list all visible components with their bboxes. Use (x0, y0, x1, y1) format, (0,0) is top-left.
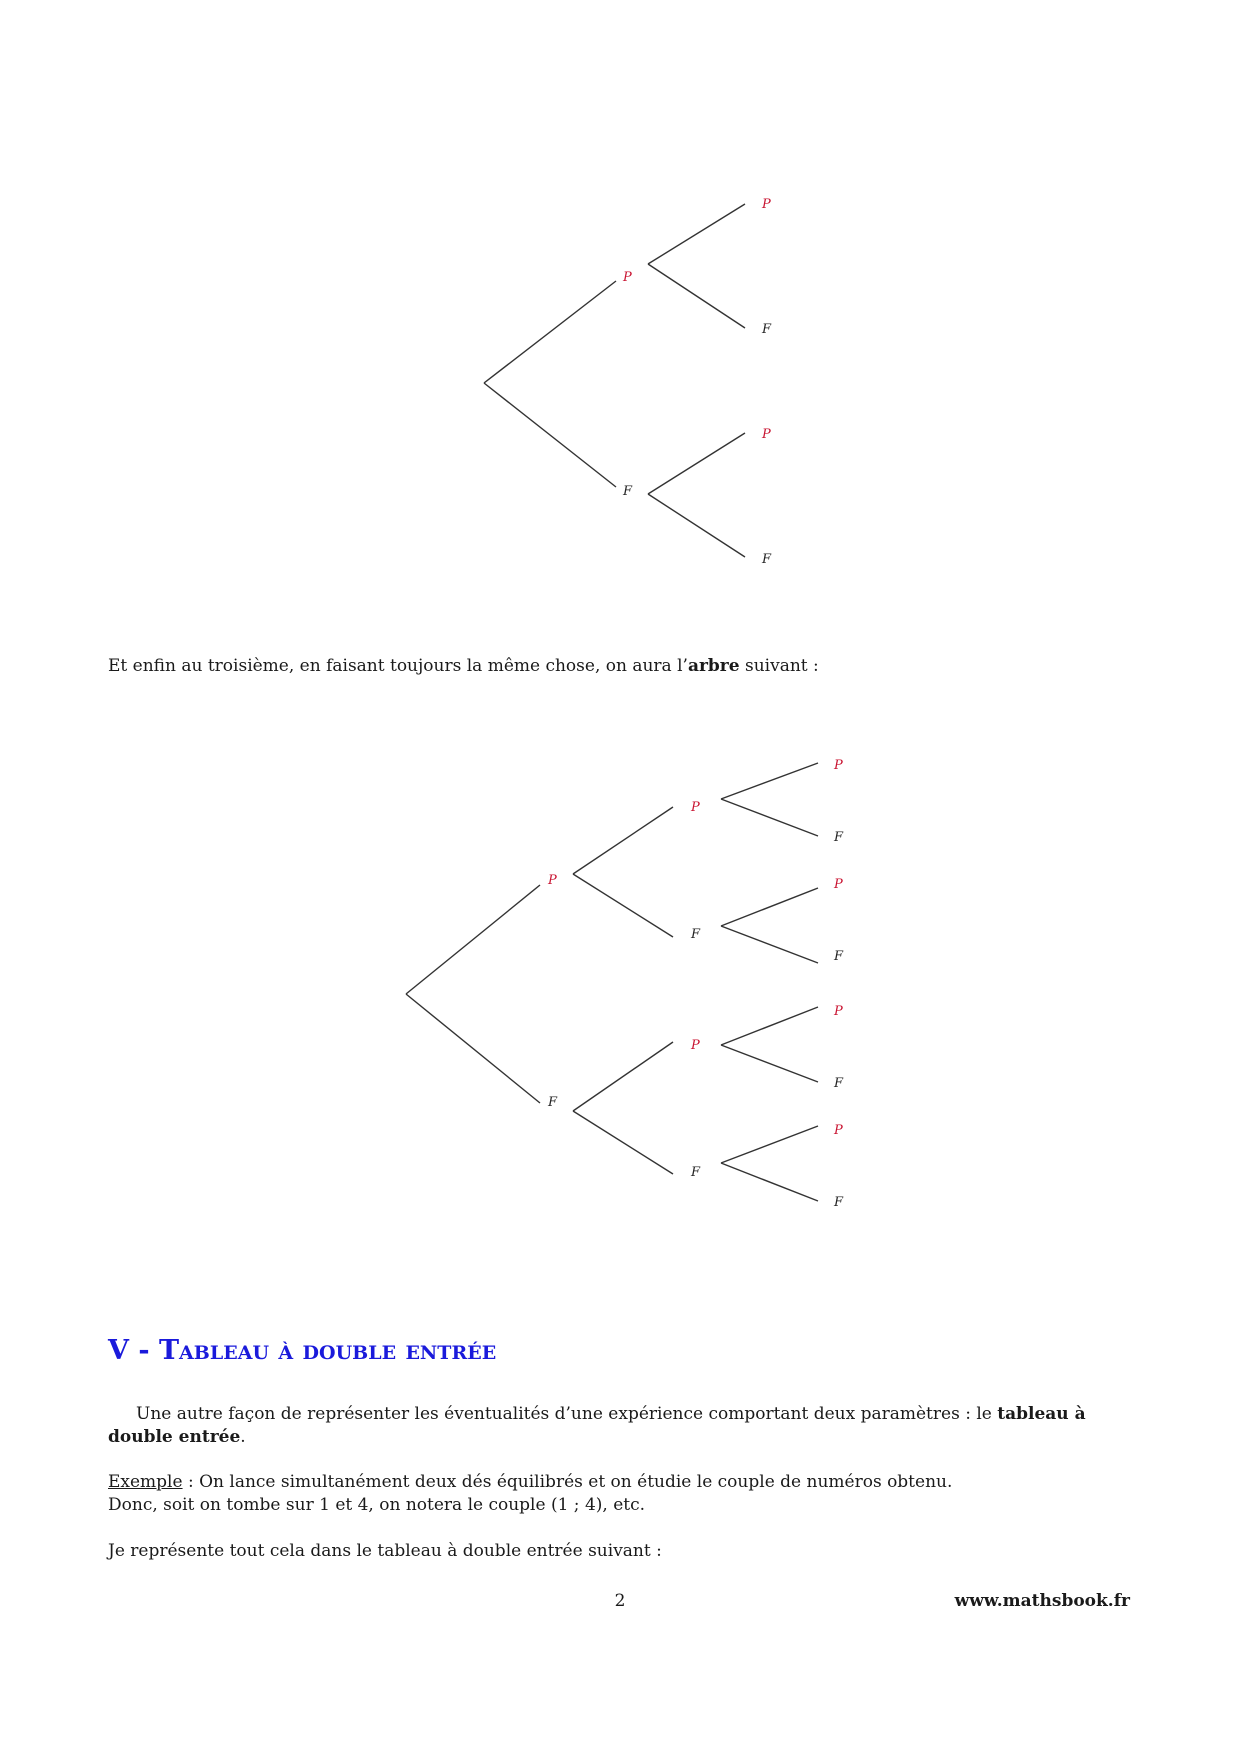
tree1-node-label: P (762, 427, 771, 442)
section-title: Tableau à double entrée (158, 1335, 497, 1366)
tree2-node-label: P (834, 758, 843, 773)
tree2-branch (721, 799, 818, 836)
intro-paragraph: Une autre façon de représenter les éventualités d’une expérience comportant deux paramètres : le tableau à double entrée. (108, 1404, 1086, 1447)
tree2-node-label: F (548, 1095, 558, 1110)
tree2-node-label: P (548, 873, 557, 888)
tree2-node-label: P (691, 800, 700, 815)
tree2-node-label: P (691, 1038, 700, 1053)
tree2-node-label: F (691, 1165, 701, 1180)
tree2-branch (573, 1111, 673, 1174)
tree2-node-label: F (834, 1195, 844, 1210)
example-label: Exemple (108, 1472, 183, 1492)
tree1-branch (648, 264, 745, 328)
site-url: www.mathsbook.fr (954, 1591, 1130, 1611)
tree2-branches (406, 763, 818, 1201)
tree-intro-sentence: Et enfin au troisième, en faisant toujours la même chose, on aura l’arbre suivant : (108, 656, 819, 676)
tree2-node-label: P (834, 1004, 843, 1019)
tree2-node-label: F (691, 927, 701, 942)
tree2-branch (406, 994, 540, 1103)
tree2-branch (406, 885, 540, 994)
tree1-branch (648, 433, 745, 494)
tree1-branch (648, 204, 745, 264)
tree2-branch (721, 763, 818, 799)
tree2-node-label: F (834, 949, 844, 964)
section-number: V - (108, 1335, 159, 1366)
tree2-labels (547, 758, 844, 1210)
tree1-branch (484, 383, 616, 487)
tree2-branch (721, 888, 818, 926)
tree2-branch (721, 1045, 818, 1082)
page-number: 2 (614, 1591, 626, 1611)
tree1-node-label: F (762, 322, 772, 337)
table-intro-line: Je représente tout cela dans le tableau à double entrée suivant : (108, 1541, 662, 1561)
tree2-node-label: P (834, 877, 843, 892)
tree1-labels (622, 197, 772, 567)
tree2-branch (721, 1007, 818, 1045)
tree2-branch (721, 1126, 818, 1163)
tree2-branch (573, 1042, 673, 1111)
example-continuation: Donc, soit on tombe sur 1 et 4, on notera le couple (1 ; 4), etc. (108, 1495, 646, 1515)
tree2-branch (721, 1163, 818, 1201)
probability-tree-two-levels (0, 180, 1240, 580)
tree1-branches (484, 204, 745, 557)
tree1-node-label: F (623, 484, 633, 499)
tree2-node-label: F (834, 830, 844, 845)
tree1-branch (484, 281, 616, 383)
tree2-branch (573, 874, 673, 937)
section-heading (108, 1335, 496, 1367)
tree1-node-label: P (762, 197, 771, 212)
tree2-branch (721, 926, 818, 963)
bold-term-tableau: tableau à double entrée (108, 1404, 1086, 1447)
tree2-branch (573, 807, 673, 874)
example-line: Exemple : On lance simultanément deux dés équilibrés et on étudie le couple de numéros obtenu. (108, 1472, 953, 1492)
tree2-node-label: P (834, 1123, 843, 1138)
bold-term-arbre: arbre (687, 656, 740, 676)
tree1-node-label: P (623, 270, 632, 285)
probability-tree-three-levels (0, 750, 1240, 1230)
tree1-branch (648, 494, 745, 557)
tree2-node-label: F (834, 1076, 844, 1091)
tree1-node-label: F (762, 552, 772, 567)
